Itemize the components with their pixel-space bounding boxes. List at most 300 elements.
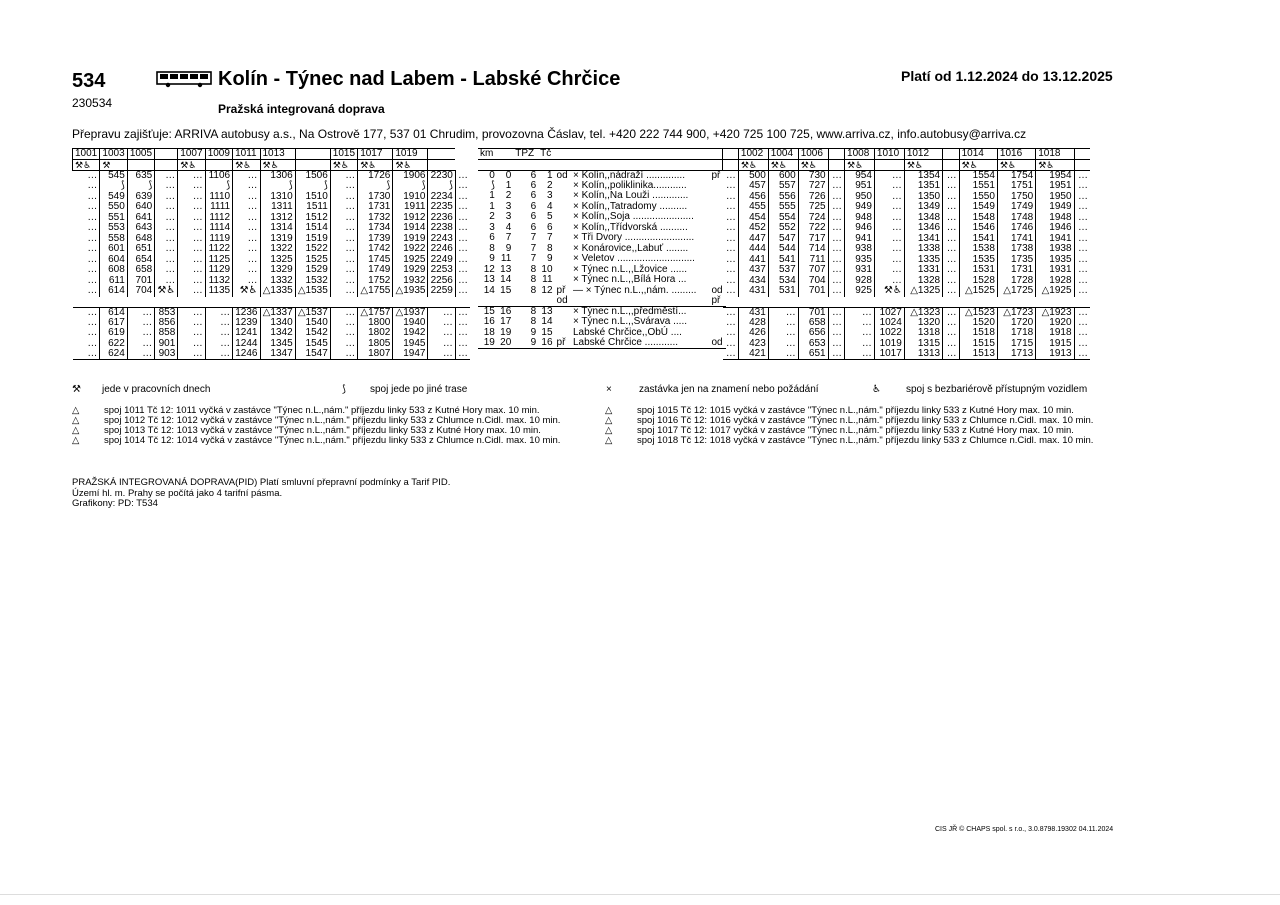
time-cell: 1024 — [874, 318, 904, 329]
time-cell: … — [845, 339, 875, 350]
table-row — [723, 181, 1091, 192]
note-text: spoj 1017 Tč 12: 1017 vyčká v zastávce "Týnec n.L.,nám." příjezdu linky 533 z Kutné Hory max. 10 min. — [637, 425, 1074, 436]
stop-cell: 6 — [530, 179, 537, 191]
time-cell: 551 — [100, 213, 127, 224]
time-cell: … — [127, 318, 154, 329]
time-cell: 1314 — [260, 223, 295, 234]
time-cell: 1738 — [997, 244, 1035, 255]
time-cell: 1732 — [358, 213, 393, 224]
time-cell: … — [1074, 223, 1090, 234]
trip-number — [1074, 149, 1090, 160]
time-cell: … — [828, 213, 844, 224]
stop-cell: 8 — [530, 284, 537, 296]
stop-cell — [555, 275, 571, 286]
stop-cell: 14 — [483, 284, 495, 296]
time-cell: 1122 — [205, 244, 232, 255]
time-cell: △1325 — [904, 286, 942, 297]
stop-cell: 11 — [542, 274, 553, 286]
time-cell: 949 — [845, 202, 875, 213]
time-cell: 1941 — [1036, 234, 1074, 245]
trip-number: 1003 — [100, 149, 127, 160]
table-row — [723, 255, 1091, 266]
time-cell: … — [155, 192, 178, 203]
time-cell: … — [828, 192, 844, 203]
time-cell: 1525 — [295, 255, 330, 266]
time-cell: … — [725, 222, 736, 234]
time-cell: 452 — [738, 223, 768, 234]
trip-number: 1010 — [874, 149, 904, 160]
time-cell: 549 — [100, 192, 127, 203]
stop-row — [478, 286, 726, 297]
trip-days: ⚒♿ — [233, 160, 260, 171]
stop-cell: od — [556, 295, 568, 306]
stop-cell: 7 — [530, 253, 537, 265]
time-cell: … — [455, 192, 470, 203]
time-cell: 1720 — [997, 318, 1035, 329]
trip-number — [943, 149, 959, 160]
time-cell: … — [87, 222, 98, 234]
time-cell: … — [330, 265, 357, 276]
time-cell: 428 — [738, 318, 768, 329]
time-cell: ⟆ — [127, 181, 154, 192]
stop-name: × Týnec n.L.,,Lžovice ...... — [572, 263, 688, 275]
time-cell: 1546 — [959, 223, 997, 234]
time-cell: △1337 — [260, 307, 295, 318]
trip-number-row — [73, 149, 471, 160]
trip-days: ⚒♿ — [358, 160, 393, 171]
time-cell: 730 — [798, 171, 828, 182]
table-row — [723, 339, 1091, 350]
time-cell: 544 — [768, 244, 798, 255]
time-cell: … — [1074, 213, 1090, 224]
stop-cell: 6 — [489, 232, 495, 244]
time-cell: 552 — [768, 223, 798, 234]
time-cell: … — [330, 339, 357, 350]
stop-cell: 13 — [538, 307, 554, 318]
time-cell: … — [127, 307, 154, 318]
time-cell: … — [768, 339, 798, 350]
table-row — [723, 202, 1091, 213]
stop-days — [538, 160, 554, 171]
time-cell: … — [1074, 349, 1090, 360]
time-cell: 1541 — [959, 234, 997, 245]
time-cell: △1935 — [393, 286, 428, 297]
time-cell: … — [178, 255, 205, 266]
stop-cell: 6 — [530, 200, 537, 212]
time-cell: … — [330, 234, 357, 245]
stop-name: × Týnec n.L.,,předměstí... — [571, 307, 710, 318]
time-cell: 1306 — [260, 171, 295, 182]
time-cell: 1319 — [260, 234, 295, 245]
legend-route: spoj jede po jiné trase — [370, 384, 468, 395]
operator-info: Přepravu zajišťuje: ARRIVA autobusy a.s., Na Ostrově 177, 537 01 Chrudim, provozovna Čáslav, tel. +420 222 744 900, +420 725 100 725, www.arriva.cz, info.autobusy@arriva.cz — [72, 127, 1027, 141]
stop-row — [478, 275, 726, 286]
time-cell: … — [233, 213, 260, 224]
stop-cell: 14 — [541, 316, 553, 328]
time-cell: … — [455, 276, 470, 287]
time-cell: 2234 — [428, 192, 455, 203]
time-cell: 1346 — [904, 223, 942, 234]
stop-cell: 8 — [530, 263, 537, 275]
time-cell: 1754 — [997, 171, 1035, 182]
time-cell: … — [330, 192, 357, 203]
time-cell: … — [845, 328, 875, 339]
time-cell: … — [127, 328, 154, 339]
trip-days — [723, 160, 739, 171]
trip-number: 1005 — [127, 149, 154, 160]
time-cell: … — [178, 318, 205, 329]
time-cell: … — [455, 181, 470, 192]
table-row — [723, 265, 1091, 276]
time-cell: 1910 — [393, 192, 428, 203]
time-cell: ⟆ — [295, 181, 330, 192]
stop-cell: ⟆ — [490, 179, 495, 191]
time-cell: … — [233, 276, 260, 287]
stop-cell: 7 — [546, 232, 553, 244]
time-cell: 431 — [738, 286, 768, 297]
time-cell: … — [178, 213, 205, 224]
stop-cell: 4 — [546, 200, 553, 212]
stop-cell: 2 — [489, 211, 495, 223]
workdays-icon: ⚒ — [72, 384, 81, 395]
time-cell: … — [1074, 192, 1090, 203]
time-cell: … — [1074, 286, 1090, 297]
trip-days: ⚒♿ — [178, 160, 205, 171]
time-cell: 1111 — [205, 202, 232, 213]
trip-days: ⚒♿ — [738, 160, 768, 171]
time-cell: … — [330, 171, 357, 182]
time-cell: 853 — [155, 307, 178, 318]
stop-row — [478, 254, 726, 265]
trip-number: 1019 — [393, 149, 428, 160]
time-cell: 641 — [127, 213, 154, 224]
time-cell: … — [725, 190, 736, 202]
time-cell: 1730 — [358, 192, 393, 203]
stop-cell: 5 — [546, 211, 553, 223]
time-cell: 1311 — [260, 202, 295, 213]
trip-number — [295, 149, 330, 160]
time-cell: … — [178, 276, 205, 287]
time-cell: 653 — [798, 339, 828, 350]
time-cell: 1513 — [959, 349, 997, 360]
time-cell: … — [725, 337, 736, 349]
time-cell: 534 — [768, 276, 798, 287]
time-cell: 554 — [768, 213, 798, 224]
time-cell: 1318 — [904, 328, 942, 339]
time-cell: 601 — [100, 244, 127, 255]
time-cell: … — [87, 285, 98, 297]
table-row — [73, 297, 471, 308]
time-cell: 704 — [798, 276, 828, 287]
time-cell: 651 — [798, 349, 828, 360]
time-cell: 639 — [127, 192, 154, 203]
time-cell: 701 — [798, 286, 828, 297]
time-cell: 711 — [798, 255, 828, 266]
time-cell: … — [1074, 307, 1090, 318]
time-cell: … — [87, 190, 98, 202]
time-cell: 614 — [100, 307, 127, 318]
time-cell: 1312 — [260, 213, 295, 224]
time-cell: … — [87, 337, 98, 349]
time-cell: 547 — [768, 234, 798, 245]
time-cell: 1734 — [358, 223, 393, 234]
trip-days — [205, 160, 232, 171]
time-cell: 434 — [738, 276, 768, 287]
trip-number — [828, 149, 844, 160]
time-cell: 1731 — [997, 265, 1035, 276]
trip-number: 1009 — [205, 149, 232, 160]
time-cell: … — [87, 274, 98, 286]
time-cell: 707 — [798, 265, 828, 276]
km-header — [497, 149, 513, 160]
time-cell: … — [428, 349, 455, 360]
time-cell: … — [233, 202, 260, 213]
stop-cell: 6 — [530, 190, 537, 202]
time-cell: 1531 — [959, 265, 997, 276]
stop-cell: 11 — [500, 253, 512, 265]
stop-cell: 3 — [505, 200, 512, 212]
time-cell: … — [828, 339, 844, 350]
triangle-icon: △ — [605, 425, 613, 436]
time-cell: … — [725, 201, 736, 213]
time-cell: … — [330, 286, 357, 297]
time-cell: … — [874, 265, 904, 276]
stop-cell — [555, 265, 571, 276]
trip-days — [943, 160, 959, 171]
time-cell: 1913 — [1036, 349, 1074, 360]
trip-number: 1017 — [358, 149, 393, 160]
time-cell: … — [828, 307, 844, 318]
time-cell: △1923 — [1036, 307, 1074, 318]
trip-days — [295, 160, 330, 171]
trip-days: ⚒♿ — [798, 160, 828, 171]
time-cell: … — [455, 213, 470, 224]
stop-days — [478, 160, 497, 171]
time-cell: 1510 — [295, 192, 330, 203]
time-cell: … — [725, 232, 736, 244]
time-cell: … — [428, 328, 455, 339]
time-cell: 1542 — [295, 328, 330, 339]
time-cell: … — [155, 234, 178, 245]
stop-cell — [555, 307, 571, 318]
time-cell: … — [455, 328, 470, 339]
time-cell: 1351 — [904, 181, 942, 192]
time-cell: 725 — [798, 202, 828, 213]
time-cell: 1528 — [959, 276, 997, 287]
stop-cell: 6 — [530, 221, 537, 233]
time-cell: △1525 — [959, 286, 997, 297]
note-text: spoj 1015 Tč 12: 1015 vyčká v zastávce "Týnec n.L.,nám." příjezdu linky 533 z Kutné Hory max. 10 min. — [637, 405, 1074, 416]
time-cell: 1547 — [295, 349, 330, 360]
time-cell: … — [943, 318, 959, 329]
time-cell: … — [127, 349, 154, 360]
time-cell: … — [1074, 328, 1090, 339]
time-cell: … — [1074, 181, 1090, 192]
time-cell: … — [725, 253, 736, 265]
trip-days — [828, 160, 844, 171]
time-cell: ⟆ — [393, 181, 428, 192]
time-cell: … — [455, 255, 470, 266]
time-cell: … — [725, 243, 736, 255]
time-cell: 1802 — [358, 328, 393, 339]
time-cell: 1912 — [393, 213, 428, 224]
time-cell: 447 — [738, 234, 768, 245]
trip-number: 1006 — [798, 149, 828, 160]
time-cell: … — [87, 201, 98, 213]
time-cell: 1512 — [295, 213, 330, 224]
time-cell: … — [943, 213, 959, 224]
time-cell: … — [943, 192, 959, 203]
time-cell: … — [828, 265, 844, 276]
time-cell: … — [127, 339, 154, 350]
time-cell: … — [943, 234, 959, 245]
time-cell: … — [178, 202, 205, 213]
time-cell: … — [155, 244, 178, 255]
days-row — [723, 160, 1091, 171]
stop-cell: 9 — [505, 242, 512, 254]
time-cell: 1951 — [1036, 181, 1074, 192]
time-cell: 444 — [738, 244, 768, 255]
timetable-outbound — [72, 148, 470, 360]
time-cell: 1929 — [393, 265, 428, 276]
footer-line-1: PRAŽSKÁ INTEGROVANÁ DOPRAVA(PID) Platí smluvní přepravní podmínky a Tarif PID. — [72, 477, 451, 488]
time-cell: 1354 — [904, 171, 942, 182]
stop-cell — [478, 296, 497, 307]
time-cell: 1945 — [393, 339, 428, 350]
time-cell: 925 — [845, 286, 875, 297]
table-row — [723, 213, 1091, 224]
time-cell: … — [233, 234, 260, 245]
time-cell: … — [874, 213, 904, 224]
timetable-return — [722, 148, 1090, 360]
time-cell: 456 — [738, 192, 768, 203]
time-cell: … — [155, 181, 178, 192]
time-cell: 2243 — [428, 234, 455, 245]
time-cell: … — [1074, 202, 1090, 213]
time-cell: 1928 — [1036, 276, 1074, 287]
time-cell: … — [828, 255, 844, 266]
time-cell: … — [828, 171, 844, 182]
time-cell: 704 — [127, 286, 154, 297]
time-cell: … — [874, 223, 904, 234]
time-cell: 558 — [100, 234, 127, 245]
time-cell: 1914 — [393, 223, 428, 234]
validity: Platí od 1.12.2024 do 13.12.2025 — [901, 68, 1113, 84]
time-cell: 1349 — [904, 202, 942, 213]
time-cell: 1315 — [904, 339, 942, 350]
time-cell: … — [87, 180, 98, 192]
time-cell: … — [725, 274, 736, 286]
time-cell: 1332 — [260, 276, 295, 287]
stop-cell: 10 — [541, 263, 553, 275]
time-cell: 1948 — [1036, 213, 1074, 224]
stop-name: × Kolín,,Soja ...................... — [572, 211, 694, 223]
time-cell: 1954 — [1036, 171, 1074, 182]
trip-days: ⚒♿ — [330, 160, 357, 171]
stop-name: × Týnec n.L.,,Bílá Hora ... — [572, 274, 687, 286]
trip-number: 1012 — [904, 149, 942, 160]
time-cell: 1239 — [233, 318, 260, 329]
trip-days: ⚒♿ — [260, 160, 295, 171]
trip-days: ⚒♿ — [393, 160, 428, 171]
time-cell: 1329 — [260, 265, 295, 276]
stop-cell: od — [711, 284, 723, 296]
time-cell: 928 — [845, 276, 875, 287]
time-cell: 1019 — [874, 339, 904, 350]
time-cell: 1749 — [997, 202, 1035, 213]
stop-cell — [555, 244, 571, 255]
triangle-icon: △ — [72, 415, 80, 426]
stop-cell: 9 — [530, 326, 537, 338]
time-cell: … — [178, 265, 205, 276]
table-row — [73, 202, 471, 213]
time-cell: 1135 — [205, 286, 232, 297]
time-cell: … — [1074, 171, 1090, 182]
time-cell: 431 — [738, 307, 768, 318]
time-cell: 1739 — [358, 234, 393, 245]
stop-row — [478, 191, 726, 202]
legend-workdays: jede v pracovních dnech — [102, 384, 211, 395]
time-cell: 1022 — [874, 328, 904, 339]
time-cell: … — [87, 211, 98, 223]
time-cell: 1328 — [904, 276, 942, 287]
time-cell: 1340 — [260, 318, 295, 329]
time-cell: … — [155, 255, 178, 266]
time-cell: 604 — [100, 255, 127, 266]
trip-days — [155, 160, 178, 171]
time-cell: … — [828, 234, 844, 245]
note-row — [72, 436, 572, 446]
time-cell: 1341 — [904, 234, 942, 245]
time-cell: … — [943, 349, 959, 360]
stop-cell — [555, 212, 571, 223]
trip-days — [874, 160, 904, 171]
time-cell: 1906 — [393, 171, 428, 182]
stop-cell: 7 — [505, 232, 512, 244]
time-cell: … — [178, 192, 205, 203]
time-cell: … — [943, 255, 959, 266]
trip-number — [155, 149, 178, 160]
time-cell: 1938 — [1036, 244, 1074, 255]
triangle-icon: △ — [605, 435, 613, 446]
time-cell: 726 — [798, 192, 828, 203]
time-cell: 941 — [845, 234, 875, 245]
time-cell: ⟆ — [358, 181, 393, 192]
time-cell: 545 — [100, 171, 127, 182]
time-cell: 1241 — [233, 328, 260, 339]
timetable-stops — [478, 148, 726, 349]
time-cell: … — [725, 180, 736, 192]
time-cell: 948 — [845, 213, 875, 224]
time-cell: 858 — [155, 328, 178, 339]
time-cell: … — [828, 349, 844, 360]
time-cell: 1246 — [233, 349, 260, 360]
stop-cell — [555, 181, 571, 192]
time-cell: … — [178, 244, 205, 255]
time-cell: 938 — [845, 244, 875, 255]
time-cell: 1532 — [295, 276, 330, 287]
time-cell: … — [723, 307, 739, 318]
table-row — [723, 244, 1091, 255]
time-cell: … — [428, 307, 455, 318]
time-cell: 1310 — [260, 192, 295, 203]
table-row — [73, 223, 471, 234]
time-cell: 1313 — [904, 349, 942, 360]
stop-name: × Týnec n.L.,,Svárava ..... — [572, 316, 688, 328]
trip-number: 1008 — [845, 149, 875, 160]
time-cell: 1748 — [997, 213, 1035, 224]
time-cell: 611 — [100, 276, 127, 287]
